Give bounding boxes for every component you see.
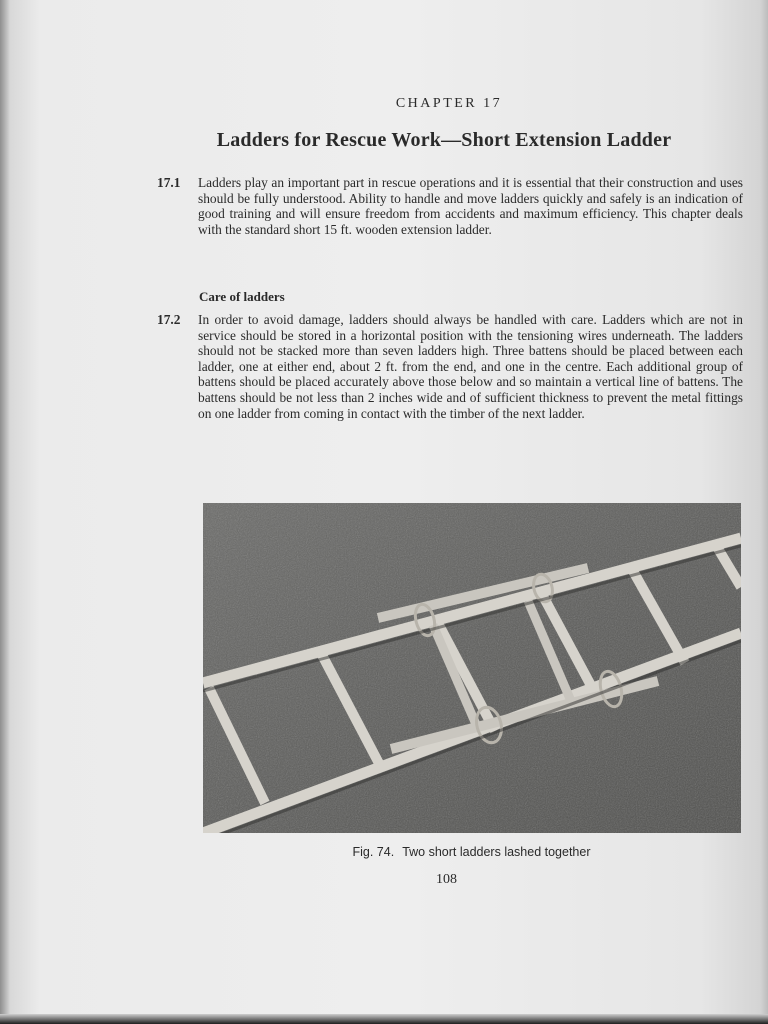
- paragraph-text: In order to avoid damage, ladders should always be handled with care. Ladders which are not in service should be stored in a horizontal position with the tensioning wires underneath. The ladders should not be stacked more than seven ladders high. Three battens should be placed between each ladder, one at either end, about 2 ft. from the end, and one in the centre. Each additional group of battens should be placed accurately above those below and so maintain a vertical line of battens. The battens should be not less than 2 inches wide and of sufficient thickness to prevent the metal fittings on one ladder from coming in contact with the timber of the next ladder.: [198, 312, 743, 421]
- figure-caption-text: Two short ladders lashed together: [402, 845, 591, 859]
- paragraph-number: 17.2: [157, 312, 181, 327]
- paragraph-17-1: [157, 175, 743, 237]
- chapter-label: CHAPTER 17: [395, 96, 503, 111]
- paragraph-17-2: [157, 312, 743, 421]
- figure-label: Fig. 74.: [352, 845, 395, 859]
- paragraph-text: Ladders play an important part in rescue operations and it is essential that their construction and uses should be fully understood. Ability to handle and move ladders quickly and safely is an indication of good training and will ensure freedom from accidents and maximum efficiency. This chapter deals with the standard short 15 ft. wooden extension ladder.: [198, 175, 743, 237]
- paragraph-number: 17.1: [157, 175, 181, 190]
- figure-photo-ladders: [203, 503, 741, 833]
- figure-caption: [0, 845, 768, 859]
- page-number: 108: [436, 872, 457, 887]
- chapter-title: Ladders for Rescue Work—Short Extension Ladder: [216, 129, 672, 151]
- ladders-photo-illustration: [203, 503, 741, 833]
- section-heading: Care of ladders: [199, 289, 285, 304]
